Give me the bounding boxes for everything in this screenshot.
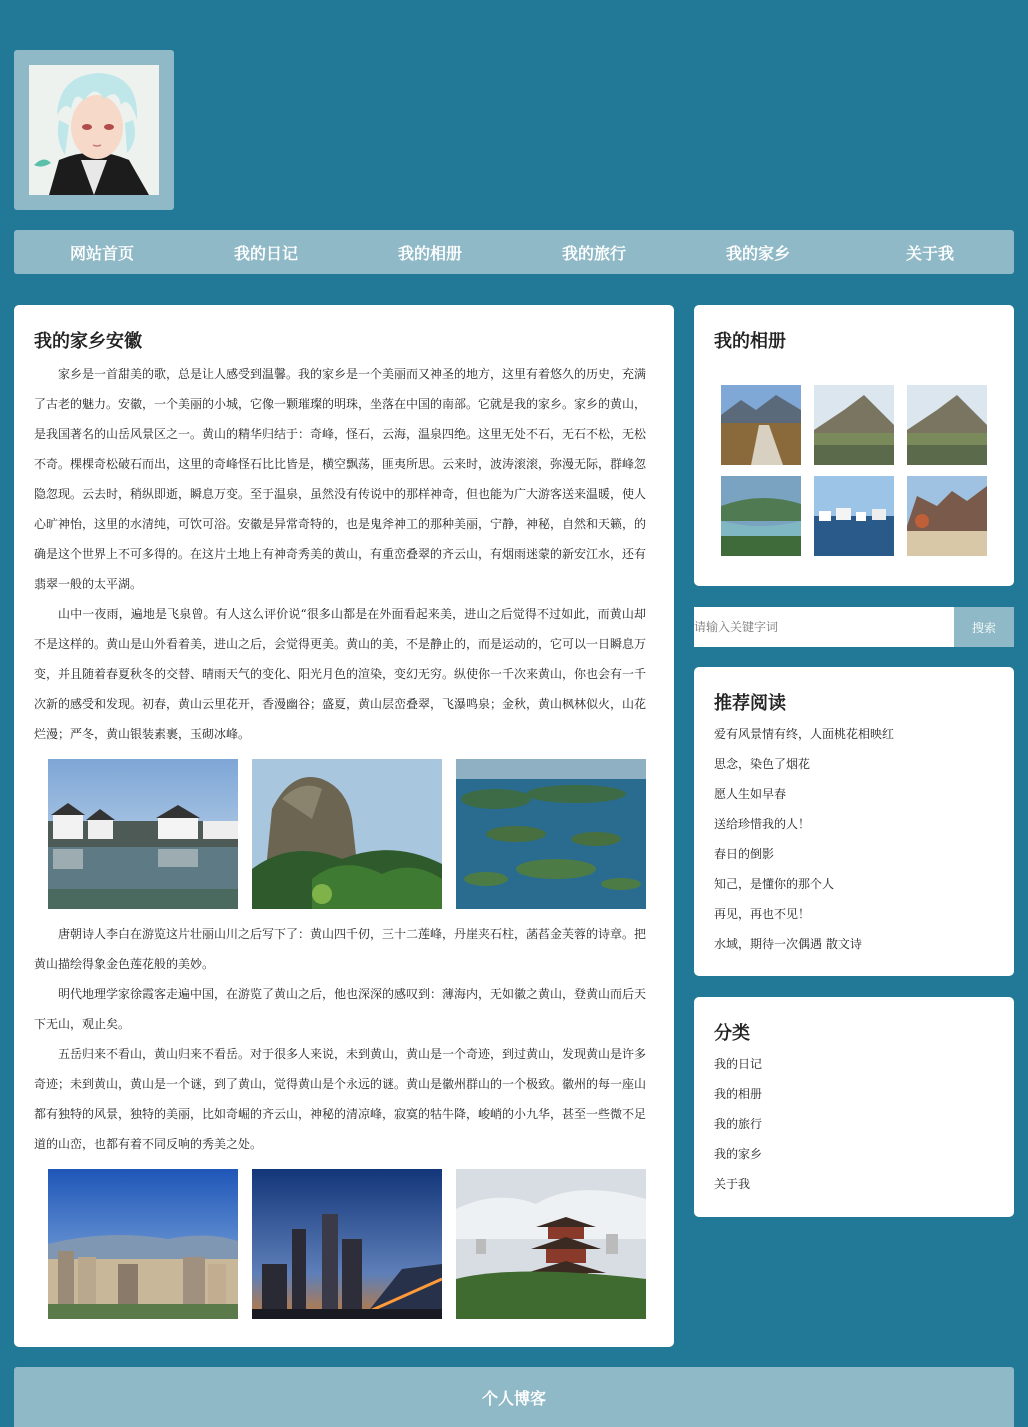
reading-item[interactable]: 送给珍惜我的人！ [714,817,811,831]
album-thumb-coastal-town[interactable] [814,476,894,556]
recommended-reading-list [714,719,994,959]
article-paragraph-4: 明代地理学家徐霞客走遍中国，在游览了黄山之后，他也深深的感叹到：薄海内，无如徽之黄山，登黄山而后天下无山，观止矣。 [34,987,647,1031]
article-panel [14,305,674,1347]
nav-about[interactable]: 关于我 [905,243,954,263]
photo-city-skyline-day [48,1169,238,1319]
reading-item[interactable]: 知己，是懂你的那个人 [714,877,835,891]
reading-item[interactable]: 春日的倒影 [714,847,775,861]
avatar[interactable] [29,65,159,195]
album-thumb-river-valley[interactable] [721,476,801,556]
album-thumb-desert-rocks[interactable] [907,476,987,556]
avatar-illustration [29,65,159,195]
category-item[interactable]: 我的日记 [714,1057,763,1071]
article-photo-row-2 [48,1169,646,1319]
reading-item[interactable]: 爱有风景情有终，人面桃花相映红 [714,727,895,741]
footer [14,1367,1014,1427]
photo-thousand-island-lake [456,759,646,909]
article-paragraph-2: 山中一夜雨，遍地是飞泉曾。有人这么评价说“很多山都是在外面看起来美，进山之后觉得不过如此，而黄山却不是这样的。黄山是山外看着美，进山之后，会觉得更美。黄山的美，不是静止的，而是运动的，它可以一日瞬息万变，并且随着春夏秋冬的交替、晴雨天气的变化、阳光月色的渲染，变幻无穷。纵使你一千次来黄山，你也会有一千次新的感受和发现。初春，黄山云里花开，香漫幽谷；盛夏，黄山层峦叠翠，飞瀑鸣泉；金秋，黄山枫林似火，山花烂漫；严冬，黄山银装素裹，玉砌冰峰。 [34,607,647,741]
photo-huangshan-peak [252,759,442,909]
article-photo-row-1 [48,759,646,909]
nav-album[interactable]: 我的相册 [397,243,462,263]
category-item[interactable]: 我的家乡 [714,1147,763,1161]
album-thumb-boardwalk[interactable] [721,385,801,465]
nav-diary[interactable]: 我的日记 [233,243,298,263]
photo-village-lake [48,759,238,909]
article-paragraph-5: 五岳归来不看山，黄山归来不看岳。对于很多人来说，未到黄山，黄山是一个奇迹，到过黄山，发现黄山是许多奇迹；未到黄山，黄山是一个谜，到了黄山，觉得黄山是个永远的谜。黄山是徽州群山的一个极致。徽州的每一座山都有独特的风景，独特的美丽，比如奇崛的齐云山，神秘的清凉峰，寂寞的牯牛降，峻峭的小九华，甚至一些微不足道的山峦，也都有着不同反响的秀美之处。 [34,1047,647,1151]
main-nav [14,230,1014,274]
nav-travel[interactable]: 我的旅行 [561,243,626,263]
reading-item[interactable]: 愿人生如早春 [714,787,787,801]
search-input[interactable] [694,607,954,647]
nav-hometown[interactable]: 我的家乡 [725,243,790,263]
article-paragraph-3: 唐朝诗人李白在游览这片壮丽山川之后写下了：黄山四千仞，三十二莲峰，丹崖夹石柱，菡萏金芙蓉的诗章。把黄山描绘得象金色莲花般的美妙。 [34,927,647,971]
album-thumb-mountain-lake-2[interactable] [907,385,987,465]
footer-text: 个人博客 [481,1388,546,1408]
article-title: 我的家乡安徽 [34,331,142,352]
categories-list [714,1049,994,1199]
recommended-reading-title: 推荐阅读 [714,693,786,714]
album-thumb-mountain-lake-1[interactable] [814,385,894,465]
album-card [694,305,1014,586]
reading-item[interactable]: 水域，期待一次偶遇 散文诗 [714,937,862,951]
header-avatar-frame [14,50,174,210]
categories-card [694,997,1014,1217]
reading-item[interactable]: 思念，染色了烟花 [714,757,811,771]
categories-title: 分类 [714,1023,750,1044]
category-item[interactable]: 我的相册 [714,1087,763,1101]
search-button[interactable]: 搜索 [954,607,1014,647]
reading-item[interactable]: 再见，再也不见！ [714,907,811,921]
recommended-reading-card [694,667,1014,976]
album-grid [721,385,987,556]
nav-home[interactable]: 网站首页 [69,243,134,263]
search-bar [694,607,1014,647]
article-paragraph-1: 家乡是一首甜美的歌，总是让人感受到温馨。我的家乡是一个美丽而又神圣的地方，这里有着悠久的历史，充满了古老的魅力。安徽，一个美丽的小城，它像一颗璀璨的明珠，坐落在中国的南部。它就是我的家乡。家乡的黄山，是我国著名的山岳风景区之一。黄山的精华归结于：奇峰，怪石，云海，温泉四绝。这里无处不石，无石不松，无松不奇。棵棵奇松破石而出，这里的奇峰怪石比比皆是，横空飘荡，匪夷所思。云来时，波涛滚滚，弥漫无际，群峰忽隐忽现。云去时，稍纵即逝，瞬息万变。至于温泉，虽然没有传说中的那样神奇，但也能为广大游客送来温暖，使人心旷神怡，这里的水清纯，可饮可浴。安徽是异常奇特的，也是鬼斧神工的那种美丽，宁静，神秘，自然和天籁，的确是这个世界上不可多得的。在这片土地上有神奇秀美的黄山，有重峦叠翠的齐云山，有烟雨迷蒙的新安江水，还有翡翠一般的太平湖。 [34,367,647,591]
photo-city-skyline-night [252,1169,442,1319]
category-item[interactable]: 关于我 [714,1177,751,1191]
category-item[interactable]: 我的旅行 [714,1117,763,1131]
photo-pagoda-city [456,1169,646,1319]
album-title: 我的相册 [714,331,786,352]
